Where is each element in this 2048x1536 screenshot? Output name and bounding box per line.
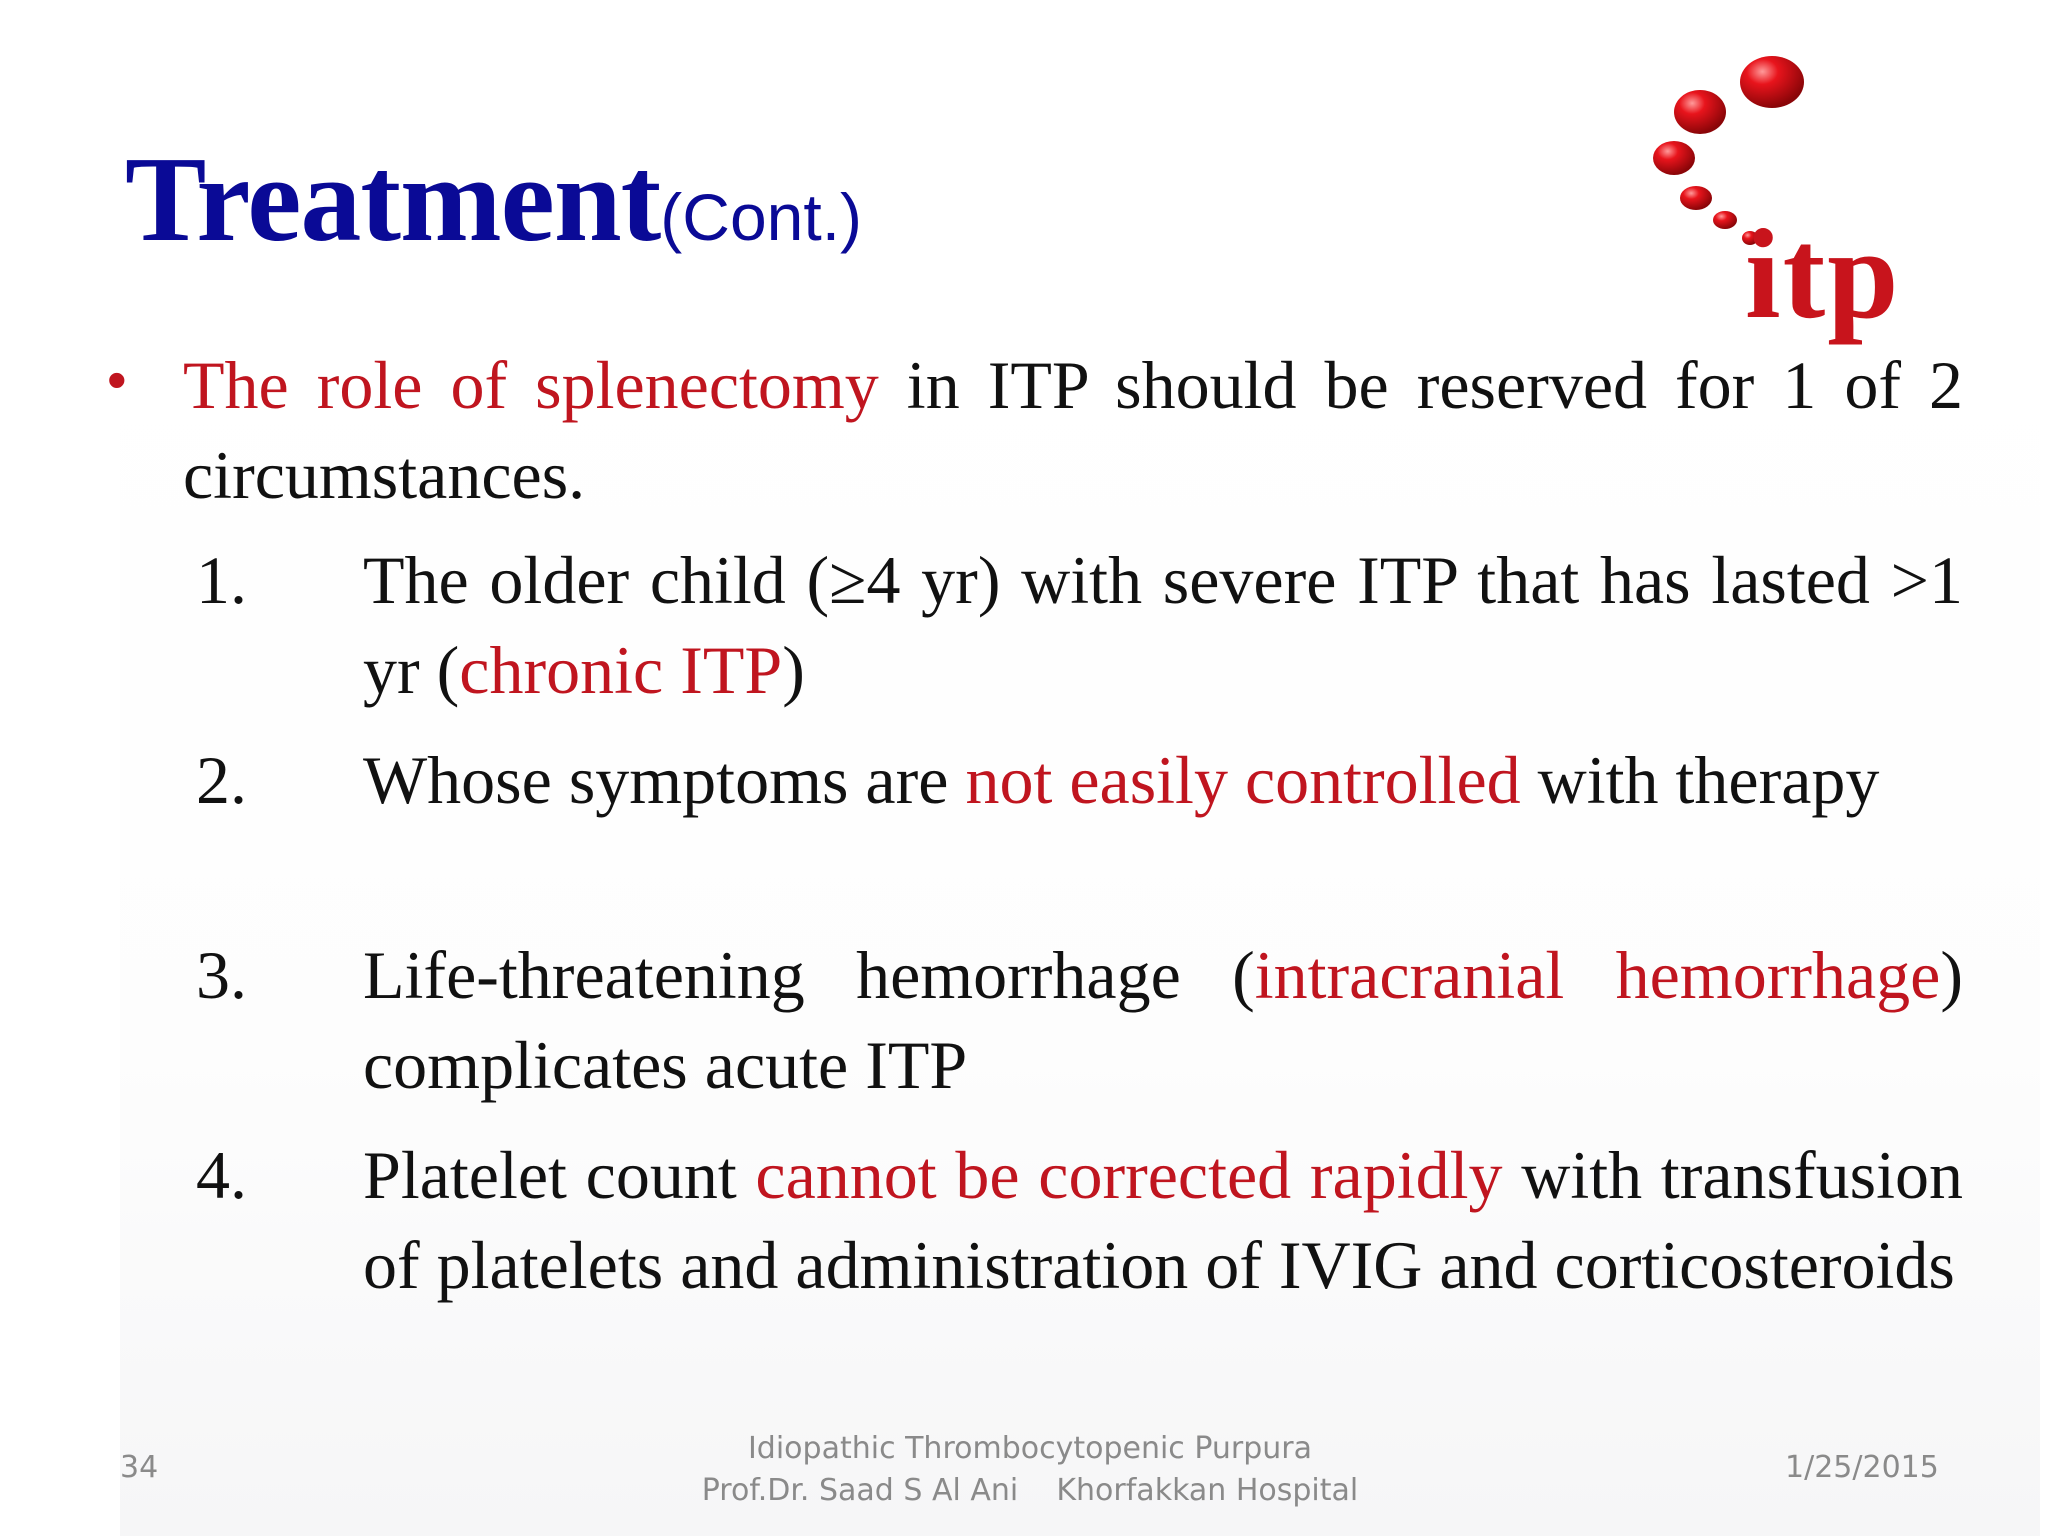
item-text-highlight: cannot be corrected rapidly bbox=[755, 1137, 1503, 1213]
item-text-part: The older child (≥4 yr) with severe ITP that has lasted >1 yr ( bbox=[363, 542, 1963, 708]
list-item-text bbox=[363, 930, 1963, 1110]
item-text-highlight: intracranial hemorrhage bbox=[1254, 937, 1941, 1013]
list-item-text bbox=[363, 735, 1963, 825]
slide-title bbox=[125, 130, 862, 270]
list-item-number: 2. bbox=[196, 742, 247, 818]
bullet-text bbox=[183, 340, 1963, 520]
footer-page-number: 34 bbox=[120, 1450, 159, 1485]
item-text-highlight: chronic ITP bbox=[459, 632, 783, 708]
item-text-part: ) complicates acute ITP bbox=[363, 937, 1963, 1103]
item-text-part: Platelet count bbox=[363, 1137, 756, 1213]
item-text-part: with transfusion of platelets and administration of IVIG and corticosteroids bbox=[363, 1137, 1963, 1303]
item-text-part: Whose symptoms are bbox=[363, 742, 966, 818]
item-text-part: with therapy bbox=[1520, 742, 1880, 818]
list-item-number: 4. bbox=[196, 1137, 247, 1213]
list-item-number: 1. bbox=[196, 542, 247, 618]
footer-caption bbox=[650, 1428, 1410, 1512]
item-text-highlight: not easily controlled bbox=[965, 742, 1521, 818]
bullet-icon: • bbox=[107, 348, 127, 411]
title-main: Treatment bbox=[125, 132, 661, 267]
bullet-rest-text: in ITP should be reserved for 1 of 2 circumstances. bbox=[183, 347, 1963, 513]
footer-line-2: Prof.Dr. Saad S Al Ani Khorfakkan Hospital bbox=[701, 1473, 1359, 1508]
itp-logo-text: itp bbox=[1745, 203, 1901, 345]
title-suffix: (Cont.) bbox=[660, 180, 863, 254]
list-item-text bbox=[363, 1130, 1963, 1310]
item-text-part: ) bbox=[782, 632, 805, 708]
footer-date: 1/25/2015 bbox=[1785, 1450, 1939, 1485]
list-item-text bbox=[363, 535, 1963, 715]
list-item-number: 3. bbox=[196, 937, 247, 1013]
footer-line-1: Idiopathic Thrombocytopenic Purpura bbox=[747, 1431, 1313, 1466]
item-text-part: Life-threatening hemorrhage ( bbox=[363, 937, 1255, 1013]
bullet-red-text: The role of splenectomy bbox=[183, 347, 879, 423]
